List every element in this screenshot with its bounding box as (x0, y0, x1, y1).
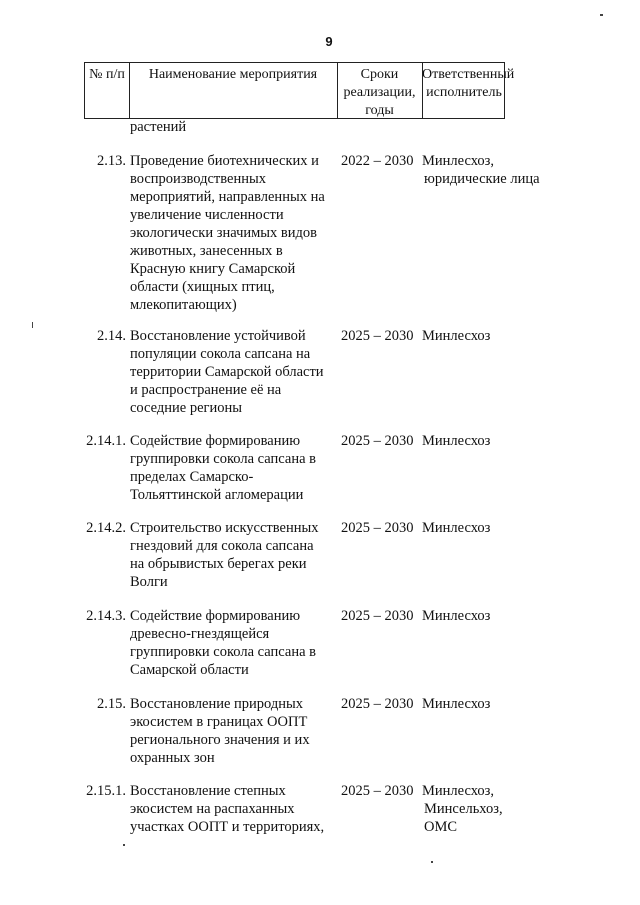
header-responsible-line: Ответственный (422, 67, 515, 82)
header-number: № п/п (89, 67, 125, 82)
header-terms (337, 66, 422, 120)
row-number: 2.14.1. (86, 433, 126, 449)
responsible-line: ОМС (424, 819, 458, 835)
row-period: 2025 – 2030 (341, 608, 414, 624)
responsible-line: Минлесхоз (422, 328, 491, 344)
row-number: 2.14.3. (86, 608, 126, 624)
row-number: 2.13. (97, 153, 126, 169)
activity-name-line: регионального значения и их (130, 732, 310, 748)
activity-name-line: Восстановление устойчивой (130, 328, 306, 344)
header-terms-line: Сроки (360, 67, 399, 82)
responsible-line: Минлесхоз (422, 433, 491, 449)
row-number: 2.14. (97, 328, 126, 344)
row-period: 2025 – 2030 (341, 520, 414, 536)
table-header (84, 62, 515, 119)
responsible-line: Минлесхоз, (422, 153, 494, 169)
row-number: 2.15.1. (86, 783, 126, 799)
activity-name-line: Строительство искусственных (130, 520, 319, 536)
activity-name-line: области (хищных птиц, (130, 279, 275, 295)
row-period: 2025 – 2030 (341, 328, 414, 344)
activity-name-line: Восстановление природных (130, 696, 304, 712)
row-number: 2.14.2. (86, 520, 126, 536)
row-period: 2025 – 2030 (341, 783, 414, 799)
scan-speck (431, 861, 433, 863)
activity-name-line: Красную книгу Самарской (130, 261, 296, 277)
activity-name-line: охранных зон (130, 750, 215, 766)
responsible-line: Минсельхоз, (424, 801, 503, 817)
responsible-line: Минлесхоз, (422, 783, 494, 799)
activity-name-line: популяции сокола сапсана на (130, 346, 311, 362)
scan-speck (32, 322, 33, 328)
activity-name-line: и распространение её на (130, 382, 282, 398)
activity-name-line: на обрывистых берегах реки (130, 556, 307, 572)
header-activity-name: Наименование мероприятия (148, 67, 318, 82)
activity-name-line: Волги (130, 574, 168, 590)
activity-name-line: воспроизводственных (130, 171, 266, 187)
activity-name-line: увеличение численности (130, 207, 284, 223)
activity-name-line: Восстановление степных (130, 783, 286, 799)
activity-name-line: млекопитающих) (130, 297, 237, 313)
page-number: 9 (325, 34, 333, 49)
activity-name-line: пределах Самарско- (130, 469, 254, 485)
activity-name-line: гнездовий для сокола сапсана (130, 538, 314, 554)
activity-name-line: соседние регионы (130, 400, 243, 416)
activity-name-line: экологически значимых видов (130, 225, 318, 241)
header-terms-line: годы (365, 103, 394, 118)
responsible-line: Минлесхоз (422, 520, 491, 536)
continuation-text: растений (130, 119, 187, 135)
activity-name-line: территории Самарской области (130, 364, 324, 380)
row-period: 2022 – 2030 (341, 153, 414, 169)
responsible-line: Минлесхоз (422, 608, 491, 624)
row-period: 2025 – 2030 (341, 433, 414, 449)
activity-name-line: Тольяттинской агломерации (130, 487, 304, 503)
header-responsible (422, 66, 515, 102)
scan-speck (123, 844, 125, 846)
activity-name-line: группировки сокола сапсана в (130, 644, 316, 660)
row-number: 2.15. (97, 696, 126, 712)
activity-name-line: древесно-гнездящейся (130, 626, 270, 642)
activity-name-line: Самарской области (130, 662, 249, 678)
header-terms-line: реализации, (343, 85, 416, 100)
activity-name-line: мероприятий, направленных на (130, 189, 325, 205)
activity-name-line: экосистем в границах ООПТ (130, 714, 308, 730)
activity-name-line: Содействие формированию (130, 608, 301, 624)
scan-speck (600, 14, 603, 16)
activity-name-line: Содействие формированию (130, 433, 301, 449)
activity-name-line: группировки сокола сапсана в (130, 451, 316, 467)
responsible-line: юридические лица (424, 171, 540, 187)
row-period: 2025 – 2030 (341, 696, 414, 712)
activity-name-line: участках ООПТ и территориях, (130, 819, 325, 835)
header-responsible-line: исполнитель (426, 85, 502, 100)
activity-name-line: Проведение биотехнических и (130, 153, 319, 169)
responsible-line: Минлесхоз (422, 696, 491, 712)
activity-name-line: экосистем на распаханных (130, 801, 295, 817)
activity-name-line: животных, занесенных в (130, 243, 283, 259)
